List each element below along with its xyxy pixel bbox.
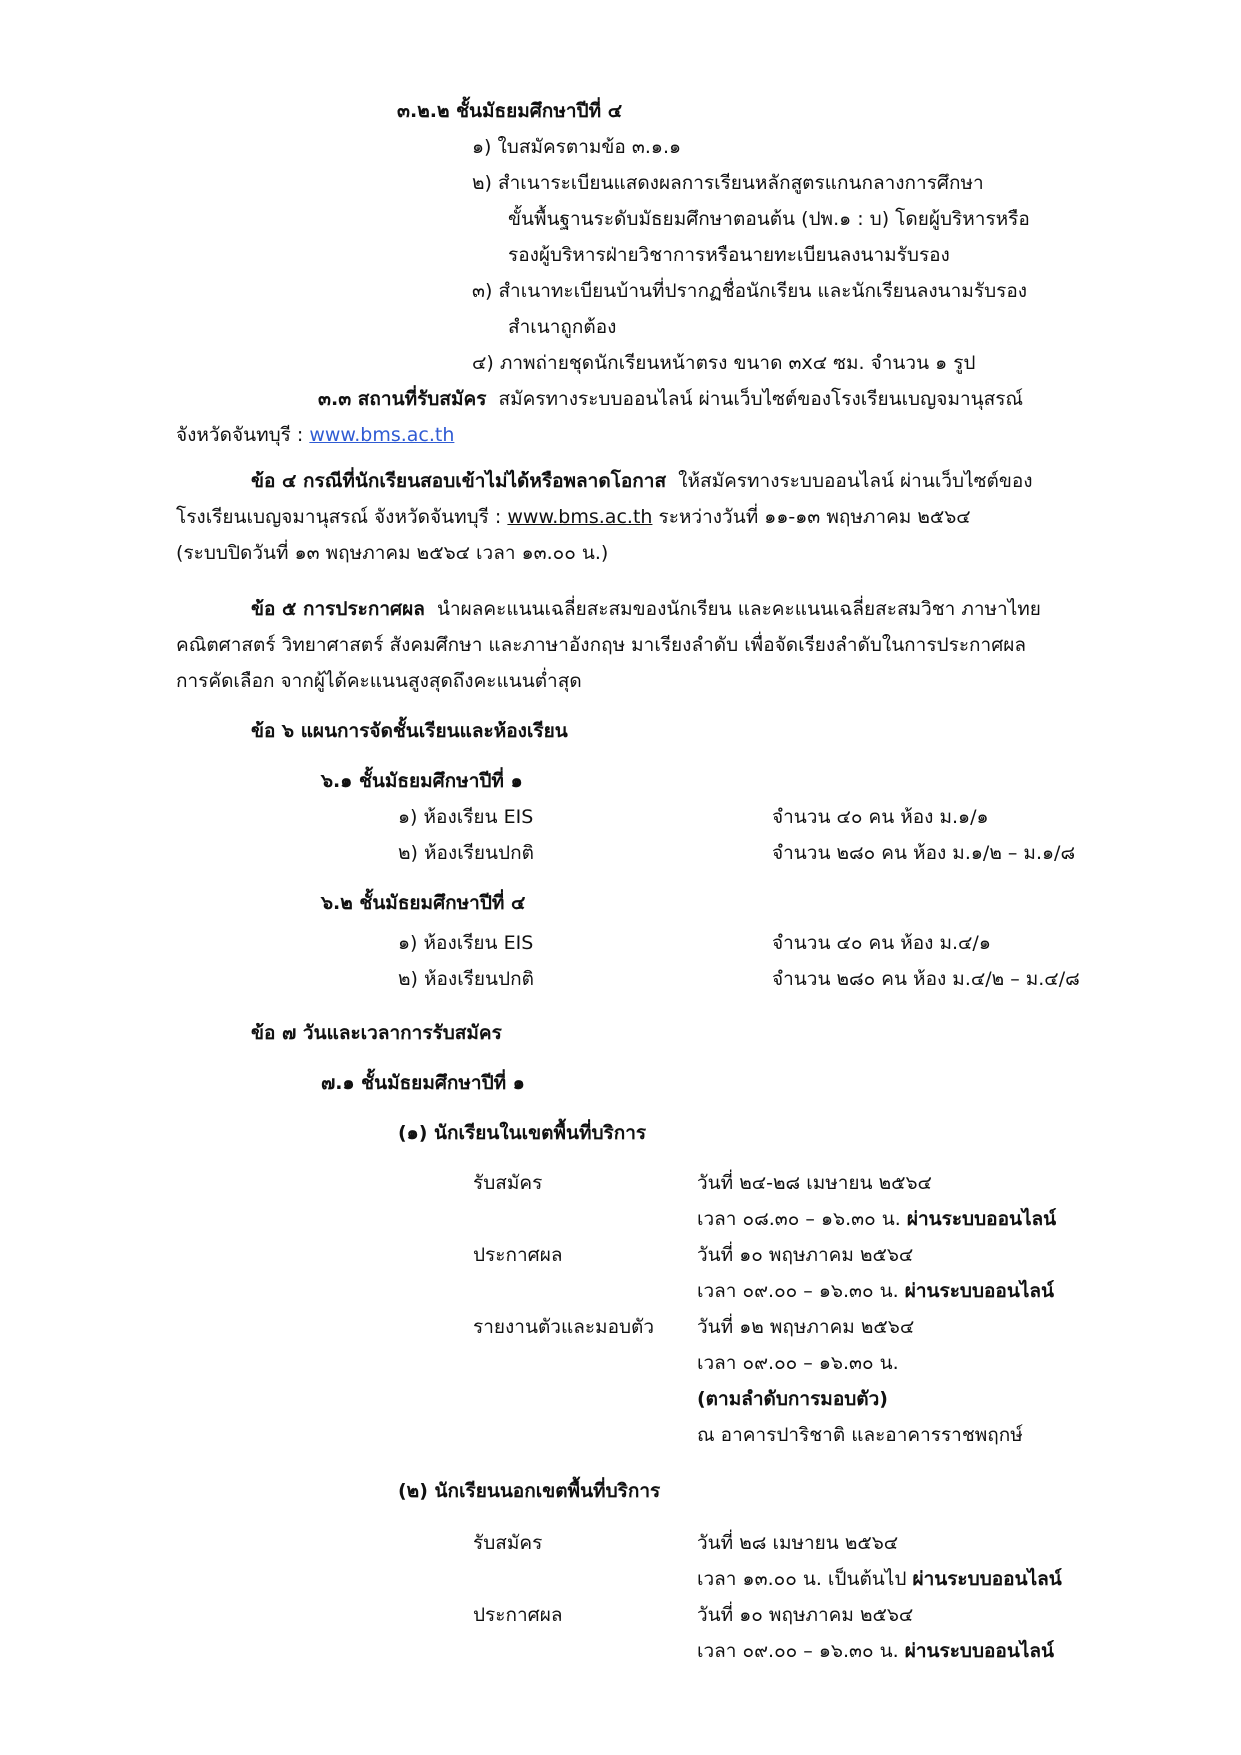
article-4-label: ข้อ ๔ กรณีที่นักเรียนสอบเข้าไม่ได้หรือพลาดโอกาส (251, 470, 667, 492)
online-note: ผ่านระบบออนไลน์ (906, 1208, 1057, 1230)
article-4-line2 (176, 502, 971, 532)
schedule-date: วันที่ ๑๐ พฤษภาคม ๒๕๖๔ (697, 1604, 914, 1626)
list-item-continuation: สำเนาถูกต้อง (508, 316, 617, 338)
article-4-text: ให้สมัครทางระบบออนไลน์ ผ่านเว็บไซต์ของ (678, 470, 1033, 492)
class-row-name: ๑) ห้องเรียน EIS (398, 806, 534, 828)
section-6-2-heading: ๖.๒ ชั้นมัธยมศึกษาปีที่ ๔ (321, 892, 526, 914)
schedule-note: (ตามลำดับการมอบตัว) (697, 1388, 888, 1410)
schedule-time (697, 1204, 1056, 1234)
class-row-detail: จำนวน ๒๘๐ คน ห้อง ม.๔/๒ – ม.๔/๘ (772, 968, 1080, 990)
schedule-time (697, 1276, 1054, 1306)
section-3-3-text: สมัครทางระบบออนไลน์ ผ่านเว็บไซต์ของโรงเรียนเบญจมานุสรณ์ (498, 388, 1024, 410)
time-range: เวลา ๐๘.๓๐ – ๑๖.๓๐ น. (697, 1208, 901, 1230)
province-text: จังหวัดจันทบุรี : (176, 424, 304, 446)
school-website-link[interactable]: www.bms.ac.th (309, 424, 455, 446)
section-3-3-line1 (318, 384, 1023, 414)
list-item: ๓) สำเนาทะเบียนบ้านที่ปรากฏชื่อนักเรียน และนักเรียนลงนามรับรอง (472, 280, 1028, 302)
online-note: ผ่านระบบออนไลน์ (912, 1568, 1062, 1590)
online-note: ผ่านระบบออนไลน์ (904, 1640, 1055, 1662)
schedule-label: รายงานตัวและมอบตัว (473, 1316, 655, 1338)
time-range: เวลา ๐๙.๐๐ – ๑๖.๓๐ น. (697, 1640, 899, 1662)
list-item: ๑) ใบสมัครตามข้อ ๓.๑.๑ (472, 136, 682, 158)
section-3-3-line2 (176, 420, 454, 450)
schedule-date: วันที่ ๒๘ เมษายน ๒๕๖๔ (697, 1532, 899, 1554)
schedule-place: ณ อาคารปาริชาติ และอาคารราชพฤกษ์ (697, 1424, 1023, 1446)
article-7-heading: ข้อ ๗ วันและเวลาการรับสมัคร (251, 1022, 502, 1044)
schedule-time (697, 1564, 1062, 1594)
schedule-label: ประกาศผล (473, 1244, 563, 1266)
section-3-2-2-heading: ๓.๒.๒ ชั้นมัธยมศึกษาปีที่ ๔ (397, 100, 623, 122)
list-item: ๒) สำเนาระเบียนแสดงผลการเรียนหลักสูตรแกนกลางการศึกษา (472, 172, 984, 194)
article-5-line2: คณิตศาสตร์ วิทยาศาสตร์ สังคมศึกษา และภาษาอังกฤษ มาเรียงลำดับ เพื่อจัดเรียงลำดับในการประกาศผล (176, 634, 1027, 656)
list-item-continuation: รองผู้บริหารฝ่ายวิชาการหรือนายทะเบียนลงนามรับรอง (508, 244, 950, 266)
article-4-line1 (251, 466, 1033, 496)
schedule-time: เวลา ๐๙.๐๐ – ๑๖.๓๐ น. (697, 1352, 899, 1374)
online-note: ผ่านระบบออนไลน์ (904, 1280, 1055, 1302)
time-range: เวลา ๑๓.๐๐ น. เป็นต้นไป (697, 1568, 907, 1590)
article-4-school: โรงเรียนเบญจมานุสรณ์ จังหวัดจันทบุรี : (176, 506, 502, 528)
schedule-label: รับสมัคร (473, 1172, 543, 1194)
school-website-link[interactable]: www.bms.ac.th (507, 506, 653, 528)
class-row-name: ๑) ห้องเรียน EIS (398, 932, 534, 954)
class-row-name: ๒) ห้องเรียนปกติ (398, 842, 534, 864)
time-range: เวลา ๐๙.๐๐ – ๑๖.๓๐ น. (697, 1280, 899, 1302)
article-4-line3: (ระบบปิดวันที่ ๑๓ พฤษภาคม ๒๕๖๔ เวลา ๑๓.๐๐ น.) (176, 542, 609, 564)
out-area-heading: (๒) นักเรียนนอกเขตพื้นที่บริการ (398, 1480, 661, 1502)
class-row-detail: จำนวน ๔๐ คน ห้อง ม.๔/๑ (772, 932, 991, 954)
article-5-line1 (251, 594, 1041, 624)
class-row-detail: จำนวน ๒๘๐ คน ห้อง ม.๑/๒ – ม.๑/๘ (772, 842, 1076, 864)
in-area-heading: (๑) นักเรียนในเขตพื้นที่บริการ (398, 1122, 647, 1144)
article-4-dates: ระหว่างวันที่ ๑๑-๑๓ พฤษภาคม ๒๕๖๔ (658, 506, 971, 528)
section-7-1-heading: ๗.๑ ชั้นมัธยมศึกษาปีที่ ๑ (321, 1072, 525, 1094)
schedule-date: วันที่ ๑๒ พฤษภาคม ๒๕๖๔ (697, 1316, 915, 1338)
class-row-name: ๒) ห้องเรียนปกติ (398, 968, 534, 990)
section-6-1-heading: ๖.๑ ชั้นมัธยมศึกษาปีที่ ๑ (321, 770, 523, 792)
class-row-detail: จำนวน ๔๐ คน ห้อง ม.๑/๑ (772, 806, 989, 828)
article-5-line3: การคัดเลือก จากผู้ได้คะแนนสูงสุดถึงคะแนนต่ำสุด (176, 670, 582, 692)
schedule-label: รับสมัคร (473, 1532, 543, 1554)
article-5-text: นำผลคะแนนเฉลี่ยสะสมของนักเรียน และคะแนนเฉลี่ยสะสมวิชา ภาษาไทย (436, 598, 1041, 620)
schedule-time (697, 1636, 1054, 1666)
article-6-heading: ข้อ ๖ แผนการจัดชั้นเรียนและห้องเรียน (251, 720, 568, 742)
list-item: ๔) ภาพถ่ายชุดนักเรียนหน้าตรง ขนาด ๓x๔ ซม. จำนวน ๑ รูป (472, 352, 976, 374)
article-5-label: ข้อ ๕ การประกาศผล (251, 598, 425, 620)
section-3-3-label: ๓.๓ สถานที่รับสมัคร (318, 388, 487, 410)
schedule-date: วันที่ ๑๐ พฤษภาคม ๒๕๖๔ (697, 1244, 914, 1266)
schedule-label: ประกาศผล (473, 1604, 563, 1626)
list-item-continuation: ขั้นพื้นฐานระดับมัธยมศึกษาตอนต้น (ปพ.๑ : บ) โดยผู้บริหารหรือ (508, 208, 1030, 230)
schedule-date: วันที่ ๒๔-๒๘ เมษายน ๒๕๖๔ (697, 1172, 932, 1194)
